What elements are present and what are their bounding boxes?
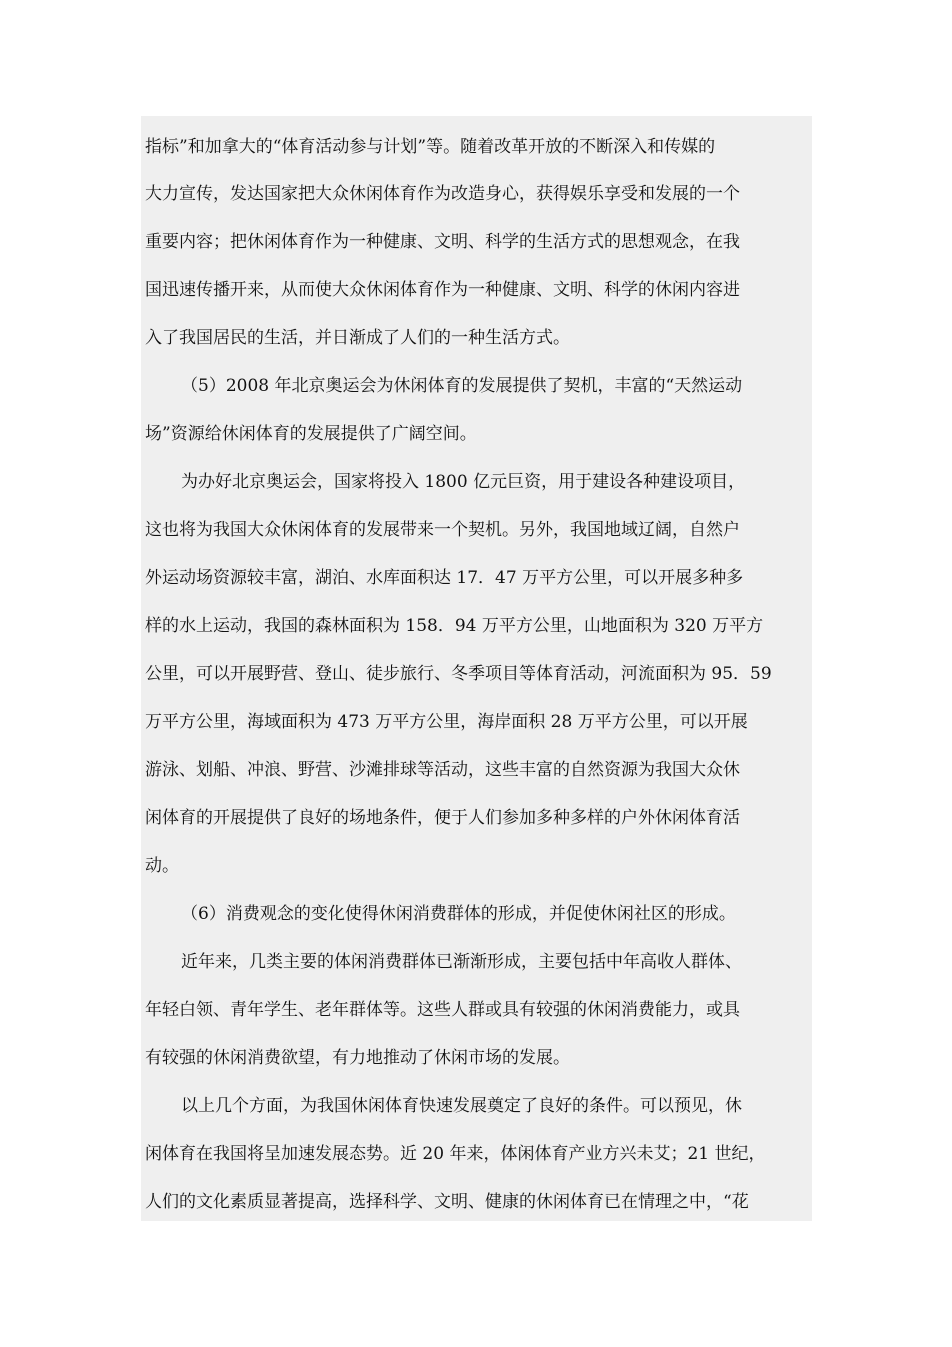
text-line: 指标”和加拿大的“体育活动参与计划”等。随着改革开放的不断深入和传媒的 (145, 137, 716, 157)
text-line: 国迅速传播开来，从而使大众休闲体育作为一种健康、文明、科学的休闲内容进 (145, 280, 740, 300)
text-line: 入了我国居民的生活，并日渐成了人们的一种生活方式。 (145, 328, 570, 348)
text-line: 近年来，几类主要的体闲消费群体已渐渐形成，主要包括中年高收人群体、 (181, 952, 742, 972)
document-text-block (141, 116, 812, 1221)
text-line: 游泳、划船、冲浪、野营、沙滩排球等活动，这些丰富的自然资源为我国大众休 (145, 760, 740, 780)
text-line: 万平方公里，海域面积为 473 万平方公里，海岸面积 28 万平方公里，可以开展 (145, 712, 748, 732)
text-line: 大力宣传，发达国家把大众休闲体育作为改造身心，获得娱乐享受和发展的一个 (145, 184, 740, 204)
text-line: 这也将为我国大众休闲体育的发展带来一个契机。另外，我国地域辽阔，自然户 (145, 520, 740, 540)
text-line: 年轻白领、青年学生、老年群体等。这些人群或具有较强的休闲消费能力，或具 (145, 1000, 740, 1020)
text-line: 人们的文化素质显著提高，选择科学、文明、健康的休闲体育已在情理之中，“花 (145, 1192, 749, 1212)
text-line: 以上几个方面，为我国休闲体育快速发展奠定了良好的条件。可以预见，休 (181, 1096, 742, 1116)
text-line: 闲体育的开展提供了良好的场地条件，便于人们参加多种多样的户外休闲体育活 (145, 808, 740, 828)
text-line: 重要内容；把休闲体育作为一种健康、文明、科学的生活方式的思想观念，在我 (145, 232, 740, 252)
text-line: 有较强的休闲消费欲望，有力地推动了休闲市场的发展。 (145, 1048, 570, 1068)
text-line: （5）2008 年北京奥运会为休闲体育的发展提供了契机，丰富的“天然运动 (181, 376, 743, 396)
text-line: 外运动场资源较丰富，湖泊、水库面积达 17．47 万平方公里，可以开展多种多 (145, 568, 744, 588)
text-line: 样的水上运动，我国的森林面积为 158．94 万平方公里，山地面积为 320 万平方 (145, 616, 764, 636)
text-line: （6）消费观念的变化使得休闲消费群体的形成，并促使休闲社区的形成。 (181, 904, 736, 924)
text-line: 场”资源给休闲体育的发展提供了广阔空间。 (145, 424, 477, 444)
text-line: 闲体育在我国将呈加速发展态势。近 20 年来，体闲体育产业方兴未艾；21 世纪， (145, 1144, 766, 1164)
text-line: 为办好北京奥运会，国家将投入 1800 亿元巨资，用于建设各种建设项目， (181, 472, 746, 492)
text-line: 动。 (145, 856, 179, 876)
text-line: 公里，可以开展野营、登山、徒步旅行、冬季项目等体育活动，河流面积为 95．59 (145, 664, 772, 684)
